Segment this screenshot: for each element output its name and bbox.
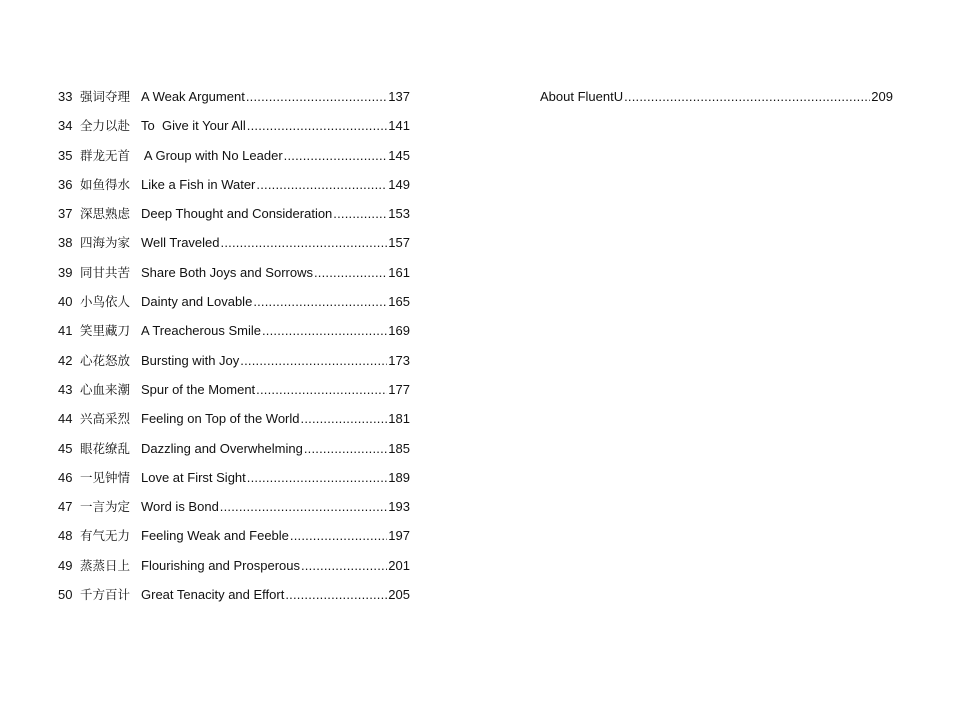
entry-number: 44 bbox=[58, 411, 73, 427]
entry-number: 47 bbox=[58, 499, 73, 515]
entry-number: 50 bbox=[58, 587, 73, 603]
entry-page-number: 205 bbox=[388, 587, 410, 603]
entry-title: A Group with No Leader bbox=[141, 147, 283, 163]
dot-leader bbox=[247, 114, 388, 138]
entry-chinese-idiom: 一言为定 bbox=[80, 499, 131, 515]
toc-entry[interactable] bbox=[58, 378, 410, 407]
entry-number: 37 bbox=[58, 206, 73, 222]
entry-title: A Treacherous Smile bbox=[141, 323, 261, 339]
toc-entry[interactable] bbox=[58, 261, 410, 290]
entry-title: Love at First Sight bbox=[141, 469, 246, 485]
entry-page-number: 149 bbox=[388, 176, 410, 192]
entry-title: Spur of the Moment bbox=[141, 381, 256, 397]
dot-leader bbox=[284, 144, 388, 168]
entry-number: 33 bbox=[58, 89, 73, 104]
entry-title: Well Traveled bbox=[141, 235, 220, 251]
entry-page-number: 157 bbox=[388, 235, 410, 251]
entry-chinese-idiom: 心血来潮 bbox=[80, 381, 131, 397]
toc-entry[interactable] bbox=[58, 349, 410, 378]
dot-leader bbox=[301, 554, 387, 578]
entry-title: Flourishing and Prosperous bbox=[141, 557, 300, 573]
toc-entry[interactable] bbox=[58, 231, 410, 260]
dot-leader bbox=[253, 290, 387, 314]
entry-title: A Weak Argument bbox=[141, 89, 245, 104]
entry-page-number: 201 bbox=[388, 557, 410, 573]
entry-page-number: 177 bbox=[388, 381, 410, 397]
entry-chinese-idiom: 笑里藏刀 bbox=[80, 323, 131, 339]
toc-entry[interactable] bbox=[58, 466, 410, 495]
entry-number: 43 bbox=[58, 381, 73, 397]
entry-chinese-idiom: 群龙无首 bbox=[80, 147, 131, 163]
entry-chinese-idiom: 心花怒放 bbox=[80, 352, 131, 368]
toc-right-column bbox=[540, 85, 893, 114]
toc-entry[interactable] bbox=[58, 173, 410, 202]
entry-number: 45 bbox=[58, 440, 73, 456]
entry-chinese-idiom: 四海为家 bbox=[80, 235, 131, 251]
toc-entry[interactable] bbox=[58, 144, 410, 173]
entry-chinese-idiom: 千方百计 bbox=[80, 587, 131, 603]
entry-chinese-idiom: 蒸蒸日上 bbox=[80, 557, 131, 573]
entry-chinese-idiom: 小鸟依人 bbox=[80, 294, 131, 310]
entry-page-number: 145 bbox=[388, 147, 410, 163]
entry-page-number: 193 bbox=[388, 499, 410, 515]
dot-leader bbox=[624, 85, 870, 109]
toc-entry[interactable] bbox=[58, 437, 410, 466]
entry-title: Feeling on Top of the World bbox=[141, 411, 300, 427]
toc-entry[interactable] bbox=[58, 85, 410, 114]
dot-leader bbox=[290, 524, 387, 548]
toc-entry[interactable] bbox=[58, 319, 410, 348]
entry-title: Word is Bond bbox=[141, 499, 219, 515]
entry-number: 35 bbox=[58, 147, 73, 163]
toc-entry[interactable] bbox=[58, 202, 410, 231]
entry-title: About FluentU bbox=[540, 89, 624, 104]
entry-chinese-idiom: 眼花缭乱 bbox=[80, 440, 131, 456]
entry-chinese-idiom: 有气无力 bbox=[80, 528, 131, 544]
toc-entry[interactable] bbox=[58, 407, 410, 436]
toc-entry[interactable] bbox=[58, 524, 410, 553]
entry-title: Like a Fish in Water bbox=[141, 176, 256, 192]
entry-chinese-idiom: 全力以赴 bbox=[80, 118, 131, 134]
entry-title: Feeling Weak and Feeble bbox=[141, 528, 289, 544]
dot-leader bbox=[304, 437, 387, 461]
entry-number: 42 bbox=[58, 352, 73, 368]
dot-leader bbox=[220, 495, 388, 519]
dot-leader bbox=[333, 202, 387, 226]
toc-entry[interactable] bbox=[58, 495, 410, 524]
entry-title: Deep Thought and Consideration bbox=[141, 206, 333, 222]
entry-chinese-idiom: 如鱼得水 bbox=[80, 176, 131, 192]
dot-leader bbox=[301, 407, 388, 431]
toc-entry[interactable] bbox=[58, 554, 410, 583]
entry-title: Share Both Joys and Sorrows bbox=[141, 264, 313, 280]
entry-title: Dainty and Lovable bbox=[141, 294, 253, 310]
dot-leader bbox=[247, 466, 388, 490]
dot-leader bbox=[221, 231, 388, 255]
entry-number: 34 bbox=[58, 118, 73, 134]
entry-number: 36 bbox=[58, 176, 73, 192]
entry-chinese-idiom: 一见钟情 bbox=[80, 469, 131, 485]
entry-page-number: 173 bbox=[388, 352, 410, 368]
toc-entry[interactable] bbox=[540, 85, 893, 114]
entry-page-number: 185 bbox=[388, 440, 410, 456]
entry-page-number: 209 bbox=[871, 89, 893, 104]
entry-chinese-idiom: 深思熟虑 bbox=[80, 206, 131, 222]
dot-leader bbox=[256, 173, 387, 197]
dot-leader bbox=[262, 319, 387, 343]
entry-page-number: 189 bbox=[388, 469, 410, 485]
dot-leader bbox=[246, 85, 387, 109]
entry-title: Great Tenacity and Effort bbox=[141, 587, 285, 603]
entry-page-number: 165 bbox=[388, 294, 410, 310]
entry-number: 48 bbox=[58, 528, 73, 544]
entry-number: 39 bbox=[58, 264, 73, 280]
dot-leader bbox=[256, 378, 387, 402]
entry-page-number: 181 bbox=[388, 411, 410, 427]
entry-number: 40 bbox=[58, 294, 73, 310]
entry-page-number: 169 bbox=[388, 323, 410, 339]
entry-number: 38 bbox=[58, 235, 73, 251]
toc-entry[interactable] bbox=[58, 583, 410, 612]
entry-chinese-idiom: 兴高采烈 bbox=[80, 411, 131, 427]
entry-page-number: 137 bbox=[388, 89, 410, 104]
entry-number: 49 bbox=[58, 557, 73, 573]
dot-leader bbox=[314, 261, 387, 285]
entry-page-number: 197 bbox=[388, 528, 410, 544]
toc-entry[interactable] bbox=[58, 290, 410, 319]
dot-leader bbox=[240, 349, 387, 373]
entry-title: Bursting with Joy bbox=[141, 352, 240, 368]
entry-title: Dazzling and Overwhelming bbox=[141, 440, 303, 456]
entry-number: 46 bbox=[58, 469, 73, 485]
entry-page-number: 161 bbox=[388, 264, 410, 280]
dot-leader bbox=[285, 583, 387, 607]
toc-left-column bbox=[58, 85, 410, 612]
entry-page-number: 141 bbox=[388, 118, 410, 134]
toc-entry[interactable] bbox=[58, 114, 410, 143]
entry-chinese-idiom: 同甘共苦 bbox=[80, 264, 131, 280]
entry-page-number: 153 bbox=[388, 206, 410, 222]
entry-chinese-idiom: 强词夺理 bbox=[80, 89, 131, 104]
entry-title: To Give it Your All bbox=[141, 118, 246, 134]
entry-number: 41 bbox=[58, 323, 73, 339]
